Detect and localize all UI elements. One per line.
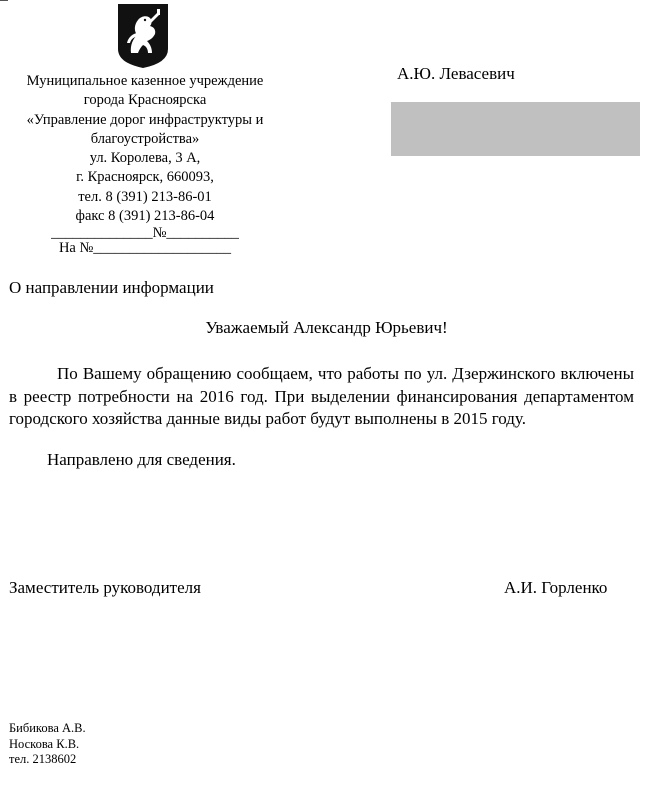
letter-subject: О направлении информации bbox=[9, 278, 214, 297]
body-paragraph: По Вашему обращению сообщаем, что работы по ул. Дзержинского включены в реестр потребности на 2016 год. При выделении финансирования департаментом городского хозяйства данные виды работ будут выполнены в 2015 году. bbox=[9, 364, 634, 428]
org-phone-line: тел. 8 (391) 213-86-01 bbox=[78, 188, 212, 205]
registration-number-line: ______________№__________ bbox=[51, 225, 239, 242]
signatory-name: А.И. Горленко bbox=[504, 578, 608, 597]
city-emblem-icon bbox=[117, 3, 169, 69]
executor-name: Носкова К.В. bbox=[9, 736, 80, 751]
org-line: города Красноярска bbox=[83, 92, 207, 109]
org-line: благоустройства» bbox=[90, 130, 200, 147]
executor-name: Бибикова А.В. bbox=[9, 721, 86, 735]
org-address-line: г. Красноярск, 660093, bbox=[76, 169, 214, 186]
corner-mark bbox=[0, 0, 8, 1]
executors-block bbox=[9, 721, 86, 768]
org-line: Муниципальное казенное учреждение bbox=[26, 73, 264, 89]
org-line: «Управление дорог инфраструктуры и bbox=[26, 111, 264, 128]
org-fax-line: факс 8 (391) 213-86-04 bbox=[75, 208, 215, 225]
letter-body bbox=[9, 363, 634, 431]
redacted-address-block bbox=[391, 102, 640, 156]
addressee-name: А.Ю. Левасевич bbox=[397, 64, 515, 83]
letter-greeting: Уважаемый Александр Юрьевич! bbox=[205, 318, 448, 337]
executor-phone: тел. 2138602 bbox=[9, 752, 77, 766]
org-address-line: ул. Королева, 3 А, bbox=[89, 150, 201, 167]
signatory-title: Заместитель руководителя bbox=[9, 578, 201, 597]
reply-to-number-line: На №___________________ bbox=[58, 240, 232, 257]
sender-block bbox=[5, 72, 285, 256]
letter-closing: Направлено для сведения. bbox=[47, 450, 236, 469]
